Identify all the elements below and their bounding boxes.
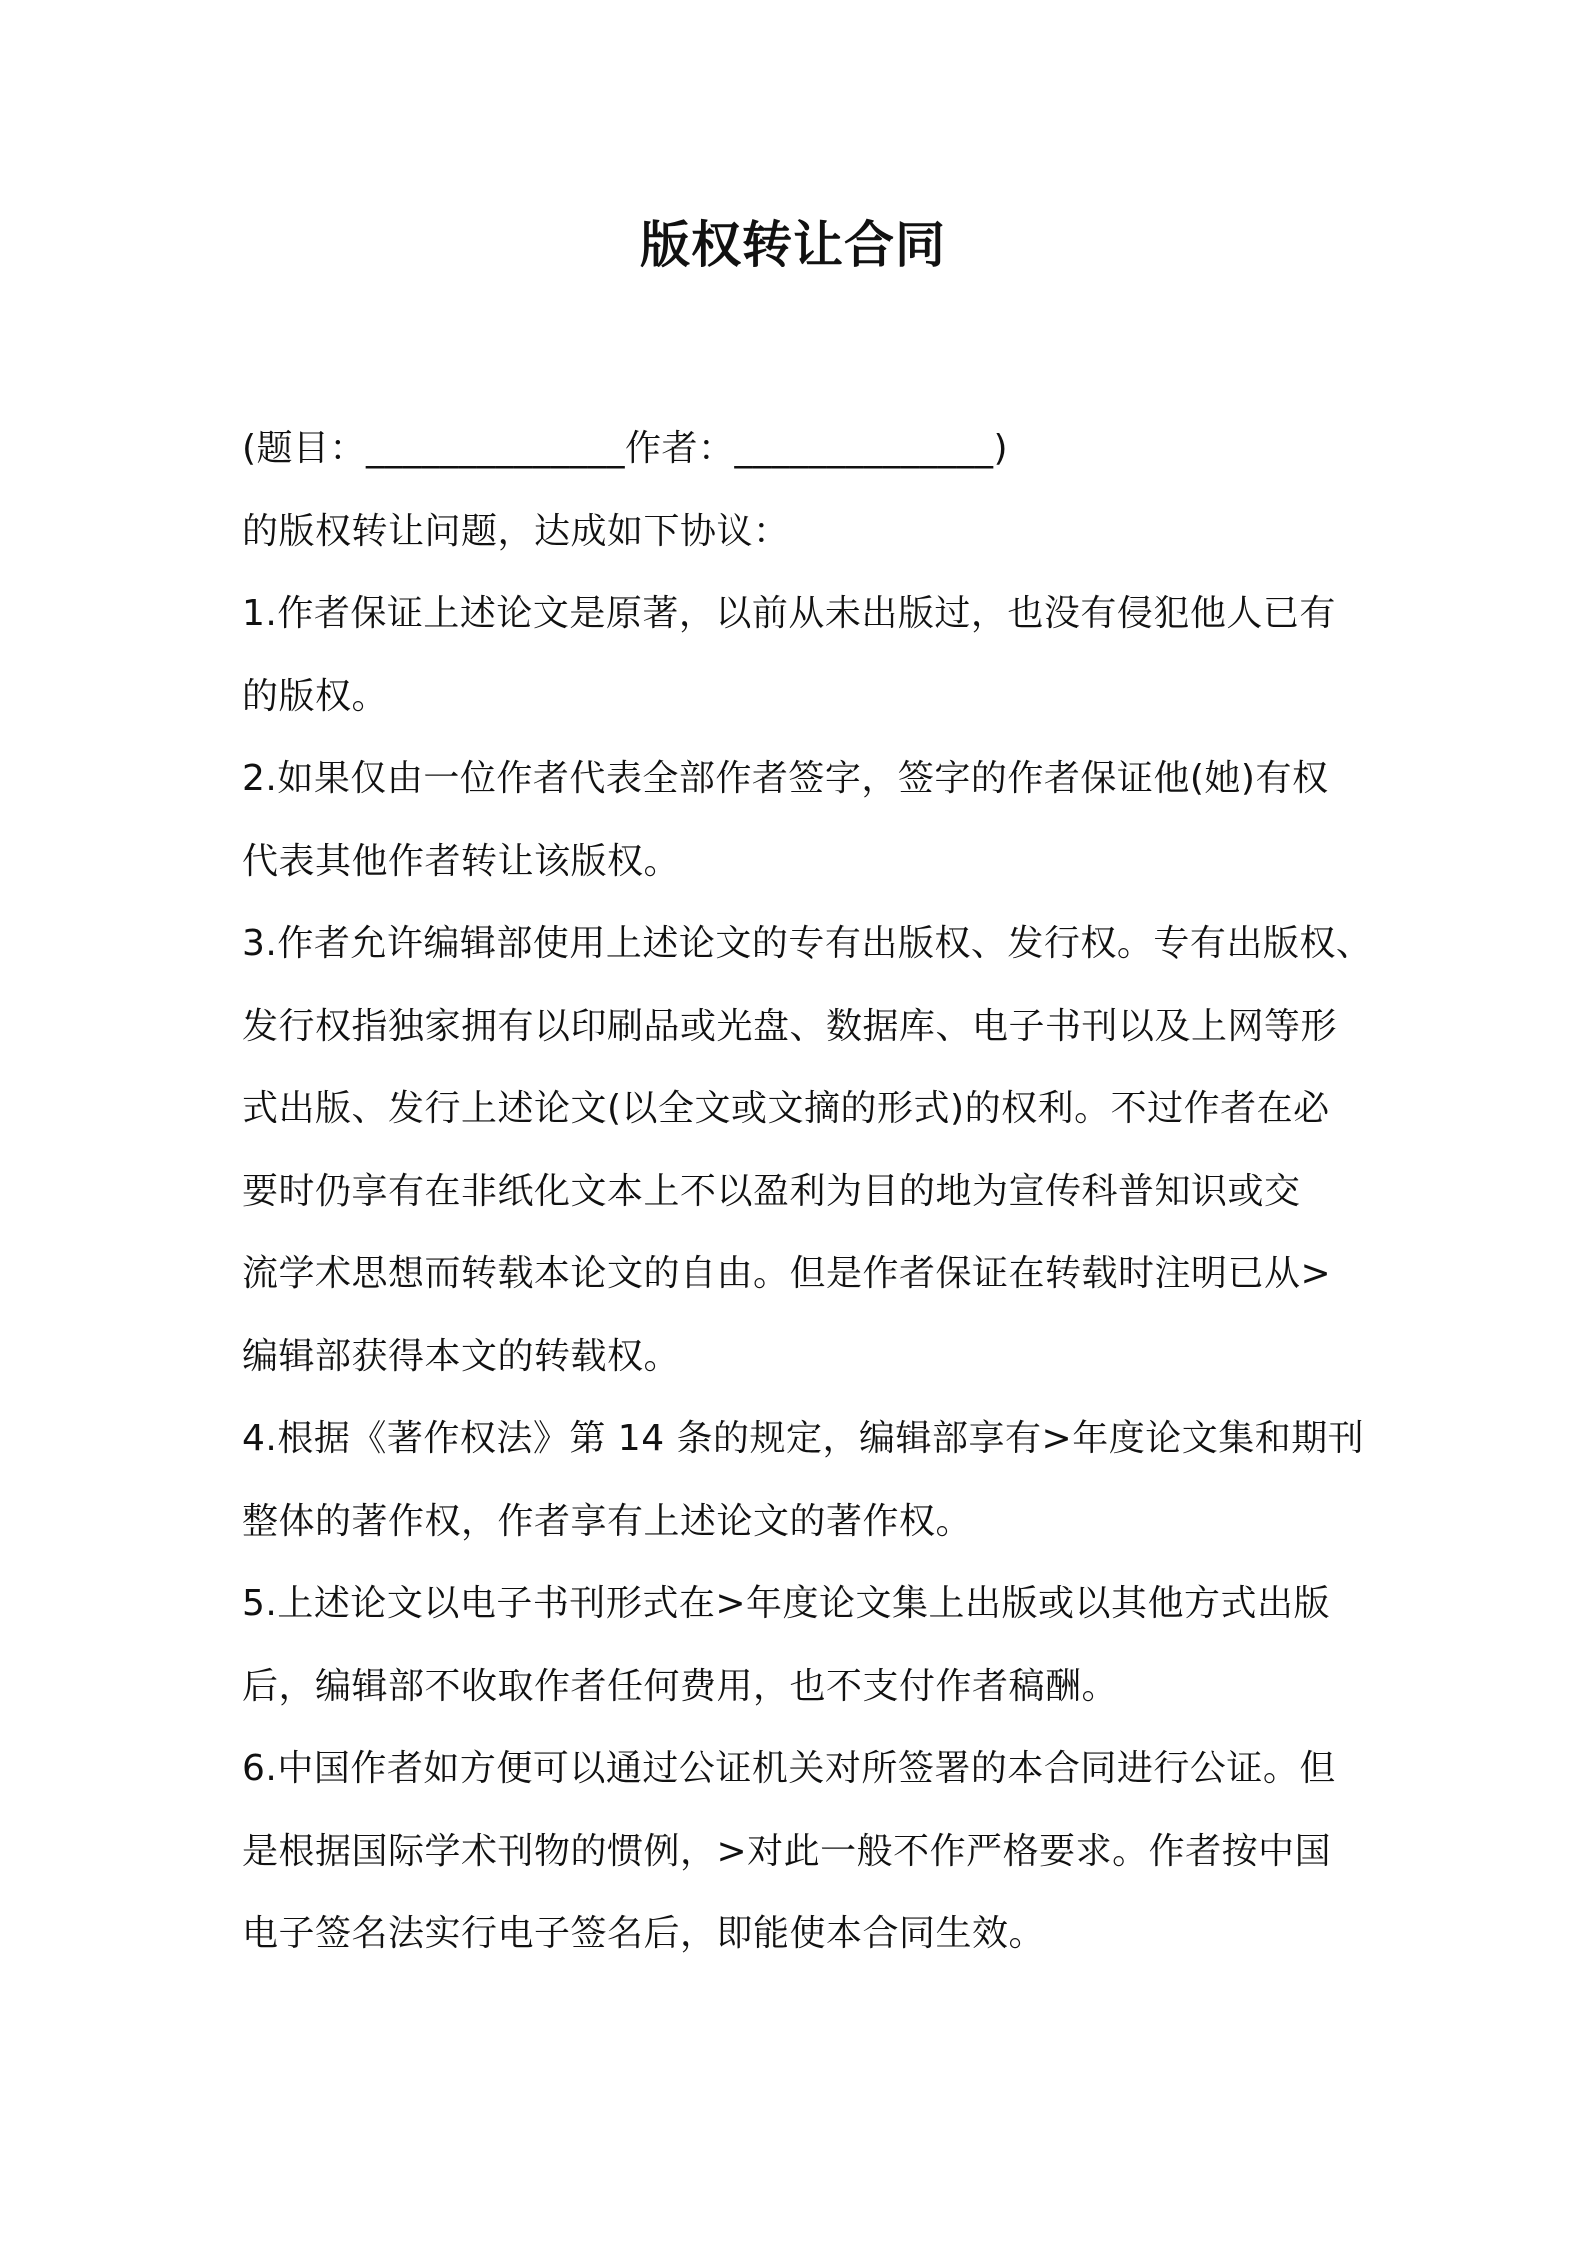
clause-3-line-3: 式出版、发行上述论文(以全文或文摘的形式)的权利。不过作者在必	[242, 1088, 1330, 1129]
agreement-intro-line: 的版权转让问题，达成如下协议：	[242, 510, 790, 552]
document-body	[242, 408, 1373, 1976]
clause-6-line-1: 6.中国作者如方便可以通过公证机关对所签署的本合同进行公证。但	[242, 1748, 1336, 1789]
clause-4-line-2: 整体的著作权，作者享有上述论文的著作权。	[242, 1500, 973, 1542]
clause-6-line-2: 是根据国际学术刊物的惯例，>对此一般不作严格要求。作者按中国	[242, 1830, 1332, 1872]
document-title: 版权转让合同	[640, 216, 946, 274]
clause-3-line-4: 要时仍享有在非纸化文本上不以盈利为目的地为宣传科普知识或交	[242, 1170, 1301, 1212]
title-author-line: (题目：______________作者：______________)	[242, 428, 1009, 469]
clause-4-line-1: 4.根据《著作权法》第 14 条的规定，编辑部享有>年度论文集和期刊	[242, 1418, 1365, 1459]
clause-6-line-3: 电子签名法实行电子签名后，即能使本合同生效。	[242, 1913, 1046, 1954]
clause-1-line-2: 的版权。	[242, 675, 389, 717]
clause-2-line-1: 2.如果仅由一位作者代表全部作者签字，签字的作者保证他(她)有权	[242, 758, 1329, 799]
clause-3-line-5: 流学术思想而转载本论文的自由。但是作者保证在转载时注明已从>	[242, 1253, 1332, 1294]
clause-1-line-1: 1.作者保证上述论文是原著，以前从未出版过，也没有侵犯他人已有	[242, 593, 1336, 634]
clause-3-line-2: 发行权指独家拥有以印刷品或光盘、数据库、电子书刊以及上网等形	[242, 1005, 1338, 1047]
clause-2-line-2: 代表其他作者转让该版权。	[242, 840, 681, 882]
clause-5-line-1: 5.上述论文以电子书刊形式在>年度论文集上出版或以其他方式出版	[242, 1583, 1331, 1624]
clause-5-line-2: 后，编辑部不收取作者任何费用，也不支付作者稿酬。	[242, 1665, 1119, 1707]
clause-3-line-6: 编辑部获得本文的转载权。	[242, 1335, 681, 1377]
clause-3-line-1: 3.作者允许编辑部使用上述论文的专有出版权、发行权。专有出版权、	[242, 923, 1373, 964]
